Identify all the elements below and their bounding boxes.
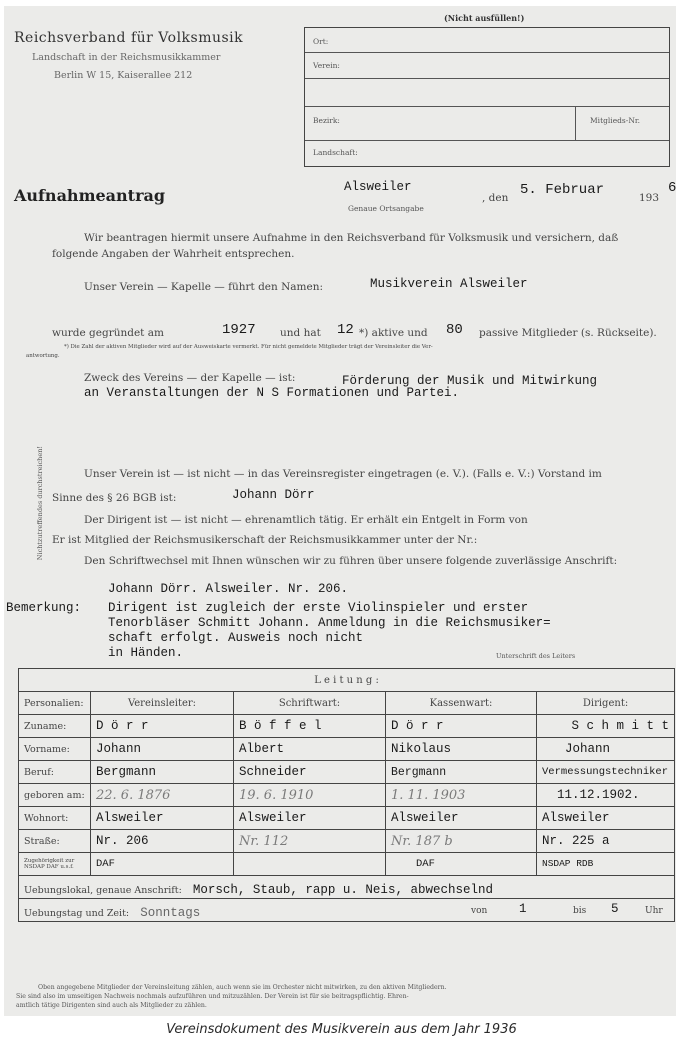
- correspondence-line: Den Schriftwechsel mit Ihnen wünschen wir zu führen über unsere folgende zuverlässige Anschrift:: [84, 555, 618, 567]
- active-count: 12: [337, 322, 354, 338]
- intro-line-1: Wir beantragen hiermit unsere Aufnahme in den Reichsverband für Volksmusik und versichern, daß: [84, 232, 619, 244]
- table-row: [19, 876, 675, 899]
- form-year-digit: 6: [668, 180, 677, 196]
- address-value: Johann Dörr. Alsweiler. Nr. 206.: [108, 582, 349, 596]
- row-label-wohnort: Wohnort:: [19, 807, 91, 830]
- caption: Vereinsdokument des Musikverein aus dem Jahr 1936: [166, 1022, 517, 1037]
- cell-wohnort-vereinsleiter: Alsweiler: [91, 807, 234, 830]
- leitung-title: L e i t u n g :: [19, 669, 675, 692]
- passive-label: passive Mitglieder (s. Rückseite).: [479, 327, 657, 339]
- row-label-zuname: Zuname:: [19, 715, 91, 738]
- remark-line-2: Tenorbläser Schmitt Johann. Anmeldung in die Reichsmusiker=: [108, 616, 551, 630]
- office-mitglieds-label: Mitglieds-Nr.: [590, 116, 641, 125]
- remark-line-1: Dirigent ist zugleich der erste Violinspieler und erster: [108, 601, 529, 615]
- passive-count: 80: [446, 322, 463, 338]
- purpose-line-2: an Veranstaltungen der N S Formationen und Partei.: [84, 386, 460, 400]
- cell-zuname-vereinsleiter: D ö r r: [91, 715, 234, 738]
- cell-beruf-dirigent: Vermessungstechniker: [537, 761, 675, 784]
- cell-geboren-dirigent: 11.12.1902.: [537, 784, 675, 807]
- office-note: (Nicht ausfüllen!): [444, 13, 525, 23]
- document-scan: [4, 6, 676, 1016]
- purpose-label: Zweck des Vereins — der Kapelle — ist:: [84, 372, 296, 384]
- purpose-line-1: Förderung der Musik und Mitwirkung: [342, 374, 598, 388]
- table-row: [19, 784, 675, 807]
- form-date: 5. Februar: [520, 182, 605, 198]
- cell-strasse-dirigent: Nr. 225 a: [537, 830, 675, 853]
- side-note: Nichtzutreffendes durchstreichen!: [36, 446, 44, 561]
- von-label: von: [471, 906, 488, 916]
- cell-wohnort-dirigent: Alsweiler: [537, 807, 675, 830]
- table-row: [19, 761, 675, 784]
- register-line: Unser Verein ist — ist nicht — in das Vereinsregister eingetragen (e. V.). (Falls e. V.:) Vorstand im: [84, 468, 602, 480]
- letterhead-org: Reichsverband für Volksmusik: [14, 30, 244, 46]
- row-label-zugehoerigkeit: Zugehörigkeit zur NSDAP DAF u.s.f.: [19, 853, 91, 876]
- table-row: [19, 853, 675, 876]
- lokal-value: Morsch, Staub, rapp u. Neis, abwechselnd: [192, 882, 493, 897]
- letterhead-address: Berlin W 15, Kaiserallee 212: [54, 70, 193, 81]
- cell-zugehoerigkeit-kassenwart: DAF: [386, 853, 537, 876]
- member-line: Er ist Mitglied der Reichsmusikerschaft der Reichsmusikkammer unter der Nr.:: [52, 534, 478, 546]
- row-label-beruf: Beruf:: [19, 761, 91, 784]
- name-label: Unser Verein — Kapelle — führt den Namen:: [84, 281, 324, 293]
- cell-vorname-dirigent: Johann: [537, 738, 675, 761]
- cell-strasse-schriftwart: Nr. 112: [234, 830, 386, 853]
- row-label-geboren: geboren am:: [19, 784, 91, 807]
- table-row: [19, 830, 675, 853]
- form-place-hint: Genaue Ortsangabe: [348, 204, 424, 213]
- form-title: Aufnahmeantrag: [14, 186, 166, 205]
- signature-label: Unterschrift des Leiters: [496, 652, 576, 660]
- remark-line-4: in Händen.: [108, 646, 184, 660]
- lokal-label: Uebungslokal, genaue Anschrift:: [24, 884, 182, 896]
- table-row: [19, 807, 675, 830]
- von-value: 1: [519, 902, 527, 916]
- col-kassenwart: Kassenwart:: [386, 692, 537, 715]
- cell-geboren-kassenwart: 1. 11. 1903: [386, 784, 537, 807]
- cell-zuname-dirigent: S c h m i t t: [537, 715, 675, 738]
- tag-label: Uebungstag und Zeit:: [24, 907, 130, 919]
- founded-label: wurde gegründet am: [52, 327, 164, 339]
- form-year-prefix: 193: [639, 192, 660, 204]
- uhr-label: Uhr: [645, 906, 663, 916]
- cell-geboren-vereinsleiter: 22. 6. 1876: [91, 784, 234, 807]
- row-label-strasse: Straße:: [19, 830, 91, 853]
- cell-vorname-kassenwart: Nikolaus: [386, 738, 537, 761]
- cell-beruf-schriftwart: Schneider: [234, 761, 386, 784]
- bis-value: 5: [611, 902, 619, 916]
- intro-line-2: folgende Angaben der Wahrheit entsprechen.: [52, 248, 295, 260]
- bottom-note-1: Oben angegebene Mitglieder der Vereinsleitung zählen, auch wenn sie im Orchester nicht mitwirken, zu den aktiven Mitgliedern.: [38, 984, 447, 991]
- founded-value: 1927: [222, 322, 256, 338]
- footnote-1: *) Die Zahl der aktiven Mitglieder wird auf der Ausweiskarte vermerkt. Für nicht gemeldete Mitglieder trägt der Vereinsleiter die Ver-: [64, 344, 433, 350]
- col-personalien: Personalien:: [19, 692, 91, 715]
- office-landschaft-label: Landschaft:: [313, 148, 358, 157]
- bottom-note-2: Sie sind also im umseitigen Nachweis nochmals aufzuführen und mitzuzählen. Der Verein ist für sie beitragspflichtig. Ehren-: [16, 993, 409, 1000]
- cell-vorname-vereinsleiter: Johann: [91, 738, 234, 761]
- col-dirigent: Dirigent:: [537, 692, 675, 715]
- col-vereinsleiter: Vereinsleiter:: [91, 692, 234, 715]
- table-row: [19, 899, 675, 922]
- cell-beruf-kassenwart: Bergmann: [386, 761, 537, 784]
- cell-beruf-vereinsleiter: Bergmann: [91, 761, 234, 784]
- cell-vorname-schriftwart: Albert: [234, 738, 386, 761]
- dirigent-line: Der Dirigent ist — ist nicht — ehrenamtlich tätig. Er erhält ein Entgelt in Form von: [84, 514, 528, 526]
- table-row: [19, 738, 675, 761]
- office-verein-label: Verein:: [313, 61, 340, 70]
- bgb-label: Sinne des § 26 BGB ist:: [52, 492, 177, 504]
- form-den: , den: [482, 192, 509, 204]
- leitung-table: [18, 668, 675, 922]
- office-box: [304, 27, 670, 167]
- remark-label: Bemerkung:: [6, 601, 82, 615]
- cell-wohnort-kassenwart: Alsweiler: [386, 807, 537, 830]
- footnote-2: antwortung.: [26, 353, 60, 359]
- row-label-vorname: Vorname:: [19, 738, 91, 761]
- bgb-value: Johann Dörr: [232, 488, 315, 502]
- bottom-note-3: amtlich tätige Dirigenten sind auch als Mitglieder zu zählen.: [16, 1002, 207, 1009]
- cell-strasse-vereinsleiter: Nr. 206: [91, 830, 234, 853]
- remark-line-3: schaft erfolgt. Ausweis noch nicht: [108, 631, 364, 645]
- cell-zugehoerigkeit-dirigent: NSDAP RDB: [537, 853, 675, 876]
- cell-zuname-schriftwart: B ö f f e l: [234, 715, 386, 738]
- cell-zugehoerigkeit-schriftwart: [234, 853, 386, 876]
- cell-strasse-kassenwart: Nr. 187 b: [386, 830, 537, 853]
- bis-label: bis: [573, 906, 587, 916]
- office-bezirk-label: Bezirk:: [313, 116, 340, 125]
- active-label: *) aktive und: [359, 327, 428, 339]
- table-row: [19, 715, 675, 738]
- tag-value: Sonntags: [140, 905, 201, 920]
- col-schriftwart: Schriftwart:: [234, 692, 386, 715]
- form-place: Alsweiler: [344, 180, 412, 194]
- cell-zuname-kassenwart: D ö r r: [386, 715, 537, 738]
- office-ort-label: Ort:: [313, 37, 329, 46]
- name-value: Musikverein Alsweiler: [370, 277, 528, 291]
- cell-wohnort-schriftwart: Alsweiler: [234, 807, 386, 830]
- cell-geboren-schriftwart: 19. 6. 1910: [234, 784, 386, 807]
- cell-zugehoerigkeit-vereinsleiter: DAF: [91, 853, 234, 876]
- has-label: und hat: [280, 327, 321, 339]
- letterhead-sub: Landschaft in der Reichsmusikkammer: [32, 52, 221, 63]
